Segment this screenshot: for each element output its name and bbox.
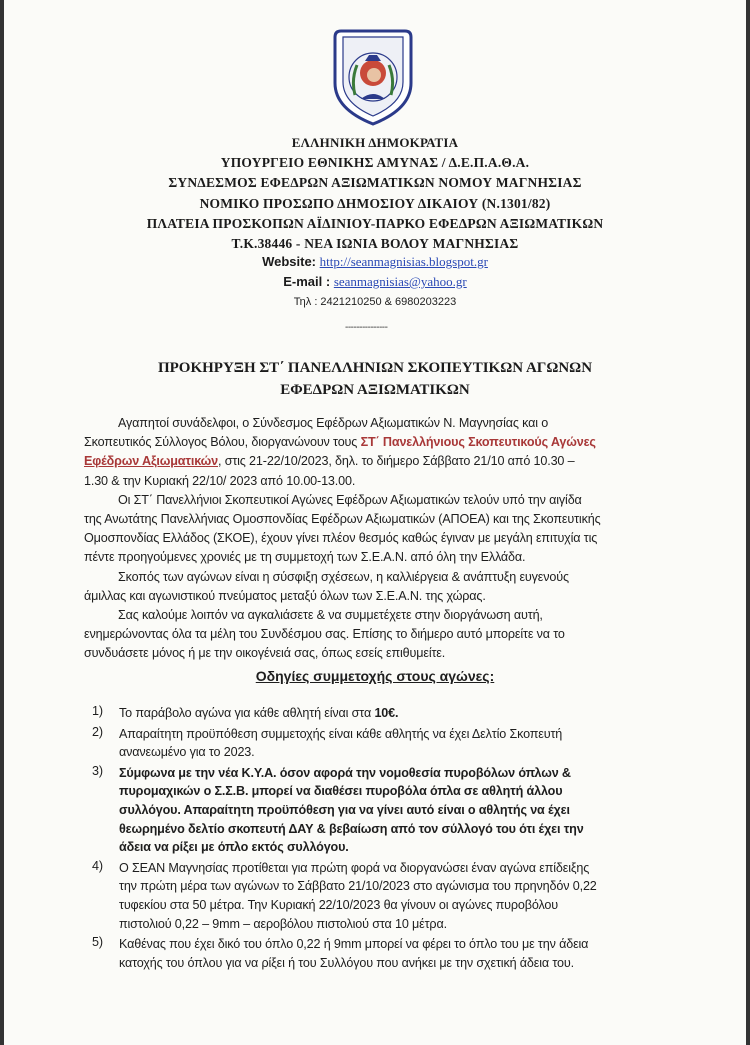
instructions-list: [92, 704, 702, 974]
paragraph-line: άμιλλας και αγωνιστικού πνεύματος μεταξύ όλων των Σ.Ε.Α.Ν. της χώρας.: [84, 588, 486, 603]
item-line: την πρώτη μέρα των αγώνων το Σάββατο 21/10/2023 στο αγώνισμα του πρηνηδόν 0,22: [119, 879, 597, 894]
announcement-title: [60, 357, 690, 401]
event-name-highlight: Εφέδρων Αξιωματικών: [84, 454, 218, 469]
item-line: τυφεκίου στα 50 μέτρα. Την Κυριακή 22/10/2023 θα γίνουν οι αγώνες πυροβόλου: [119, 897, 559, 912]
letterhead: [60, 133, 690, 254]
email-link[interactable]: seanmagnisias@yahoo.gr: [333, 274, 467, 289]
item-line: άδεια να ρίξει με όπλο εκτός συλλόγου.: [119, 840, 349, 855]
item-line: Σύμφωνα με την νέα Κ.Υ.Α. όσον αφορά την νομοθεσία πυροβόλων όπλων &: [119, 765, 571, 780]
paragraph-line: [84, 452, 698, 471]
item-number: 1): [92, 704, 103, 718]
item-line: Απαραίτητη προϋπόθεση συμμετοχής είναι κάθε αθλητής να έχει Δελτίο Σκοπευτή: [119, 726, 563, 741]
list-item: [92, 859, 702, 933]
association-emblem-icon: [333, 25, 413, 127]
instructions-heading: Οδηγίες συμμετοχής στους αγώνες:: [255, 668, 495, 684]
item-line: Ο ΣΕΑΝ Μαγνησίας προτίθεται για πρώτη φορά να διοργανώσει έναν αγώνα επίδειξης: [119, 860, 590, 875]
paragraph-line: Σκοπός των αγώνων είναι η σύσφιξη σχέσεων, η καλλιέργεια & ανάπτυξη ευγενούς: [118, 569, 569, 584]
email-label: E-mail :: [283, 274, 331, 289]
item-line: Καθένας που έχει δικό του όπλο 0,22 ή 9mm μπορεί να φέρει το όπλο του με την άδεια: [119, 937, 589, 952]
paragraph-line: της Ανωτάτης Πανελλήνιας Ομοσπονδίας Εφέδρων Αξιωματικών (ΑΠΟΕΑ) και της Σκοπευτικής: [84, 511, 601, 526]
header-line: ΝΟΜΙΚΟ ΠΡΟΣΩΠΟ ΔΗΜΟΣΙΟΥ ΔΙΚΑΙΟΥ (Ν.1301/82): [199, 195, 551, 211]
item-line: θεωρημένο δελτίο σκοπευτή ΔΑΥ & βεβαίωση από τον σύλλογό του ότι έχει την: [119, 821, 584, 836]
page-edge-left: [0, 0, 4, 1045]
item-number: 2): [92, 724, 103, 739]
paragraph-line: ενημερώνοντας όλα τα μέλη του Συνδέσμου σας. Επίσης το διήμερο αυτό μπορείτε να το: [84, 627, 565, 642]
item-line: πυρομαχικών ο Σ.Σ.Β. μπορεί να διαθέσει πυροβόλα όπλα σε αθλητή άλλου: [119, 784, 563, 799]
paragraph-line: πέντε προηγούμενες χρονιές με τη συμμετοχή των Σ.Ε.Α.Ν. από όλη την Ελλάδα.: [84, 550, 526, 565]
header-line: ΥΠΟΥΡΓΕΙΟ ΕΘΝΙΚΗΣ ΑΜΥΝΑΣ / Δ.Ε.Π.Α.Θ.Α.: [220, 155, 530, 171]
paragraph-line: Σας καλούμε λοιπόν να αγκαλιάσετε & να συμμετέχετε στην διοργάνωση αυτή,: [118, 607, 543, 622]
header-line: ΕΛΛΗΝΙΚΗ ΔΗΜΟΚΡΑΤΙΑ: [291, 135, 459, 150]
body-text: [84, 414, 698, 663]
paragraph-line: [84, 433, 698, 452]
item-number: 4): [92, 858, 103, 873]
title-line-2: ΕΦΕΔΡΩΝ ΑΞΙΩΜΑΤΙΚΩΝ: [280, 382, 470, 398]
item-number: 3): [92, 763, 103, 778]
fee-amount: 10€.: [374, 706, 399, 720]
list-item: [92, 725, 702, 762]
website-link[interactable]: http://seanmagnisias.blogspot.gr: [319, 254, 488, 269]
item-line: ανανεωμένο για το 2023.: [119, 745, 255, 760]
item-number: 5): [92, 935, 103, 950]
page-edge-right: [746, 0, 750, 1045]
separator: ---------------: [345, 322, 388, 333]
header-line: Τ.Κ.38446 - ΝΕΑ ΙΩΝΙΑ ΒΟΛΟΥ ΜΑΓΝΗΣΙΑΣ: [231, 235, 519, 251]
paragraph-line: συνδυάσετε μόνος ή με την οικογένειά σας, όπως εσείς επιθυμείτε.: [84, 646, 446, 661]
list-item: [92, 704, 702, 723]
paragraph-line: Ομοσπονδίας Ελλάδος (ΣΚΟΕ), έχουν γίνει πλέον θεσμός καθώς έγιναν με μεγάλη επιτυχία τις: [84, 531, 598, 546]
item-line: συλλόγου. Απαραίτητη προϋπόθεση για να γίνει αυτό είναι ο αθλητής να έχει: [119, 802, 570, 817]
text-span: , στις 21-22/10/2023, δηλ. το διήμερο Σάββατο 21/10 από 10.30 –: [218, 454, 575, 469]
list-item: [92, 764, 702, 857]
paragraph-line: 1.30 & την Κυριακή 22/10/ 2023 από 10.00-13.00.: [84, 473, 356, 488]
text-span: Σκοπευτικός Σύλλογος Βόλου, διοργανώνουν τους: [84, 435, 361, 450]
phone-numbers: Τηλ : 2421210250 & 6980203223: [293, 296, 457, 308]
header-line: ΠΛΑΤΕΙΑ ΠΡΟΣΚΟΠΩΝ ΑΪΔΙΝΙΟΥ-ΠΑΡΚΟ ΕΦΕΔΡΩΝ ΑΞΙΩΜΑΤΙΚΩΝ: [146, 215, 604, 231]
website-label: Website:: [262, 254, 317, 269]
item-line: πιστολιού 0,22 – 9mm – αεροβόλου πιστολιού στα 10 μέτρα.: [119, 916, 447, 931]
text-span: Το παράβολο αγώνα για κάθε αθλητή είναι στα: [119, 706, 375, 720]
list-item: [92, 935, 702, 972]
paragraph-line: Αγαπητοί συνάδελφοι, ο Σύνδεσμος Εφέδρων Αξιωματικών Ν. Μαγνησίας και ο: [118, 416, 549, 430]
item-line: κατοχής του όπλου για να ρίξει ή του Συλλόγου που ανήκει με την σχετική άδεια του.: [119, 955, 574, 970]
event-name-highlight: ΣΤ΄ Πανελλήνιους Σκοπευτικούς Αγώνες: [360, 435, 596, 450]
title-line-1: ΠΡΟΚΗΡΥΞΗ ΣΤ΄ ΠΑΝΕΛΛΗΝΙΩΝ ΣΚΟΠΕΥΤΙΚΩΝ ΑΓΩΝΩΝ: [157, 360, 593, 376]
contact-block: [60, 252, 690, 312]
header-line: ΣΥΝΔΕΣΜΟΣ ΕΦΕΔΡΩΝ ΑΞΙΩΜΑΤΙΚΩΝ ΝΟΜΟΥ ΜΑΓΝΗΣΙΑΣ: [168, 175, 582, 191]
paragraph-line: Οι ΣΤ΄ Πανελλήνιοι Σκοπευτικοί Αγώνες Εφέδρων Αξιωματικών τελούν υπό την αιγίδα: [118, 492, 582, 507]
